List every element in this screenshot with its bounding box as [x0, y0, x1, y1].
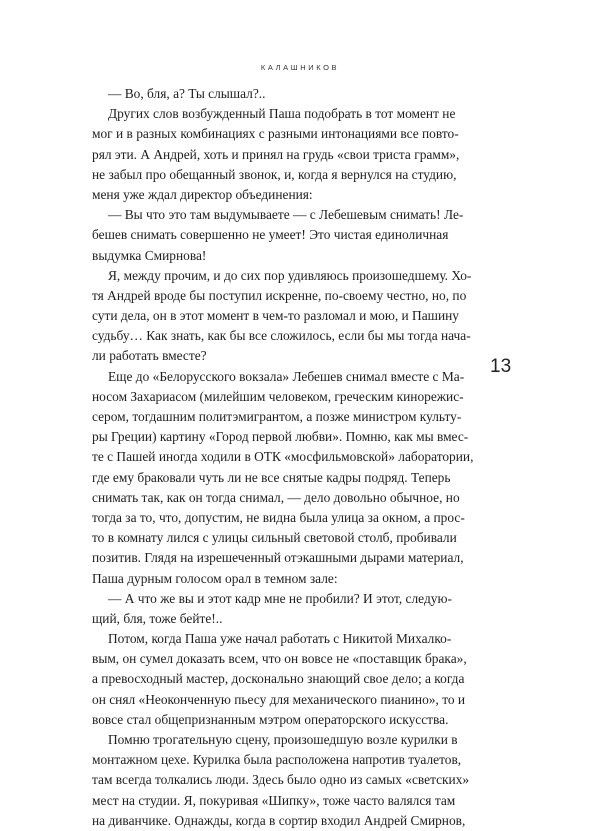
- text-line: меня уже ждал директор объединения:: [92, 186, 313, 202]
- text-line: — А что же вы и этот кадр мне не пробили? И этот, следую-: [108, 590, 452, 606]
- text-line: те с Пашей иногда ходили в ОТК «мосфильмовской» лаборатории,: [92, 449, 474, 465]
- text-line: бешев снимать совершенно не умеет! Это чистая единоличная: [92, 227, 449, 243]
- text-line: тогда за то, что, допустим, не видна была улица за окном, а прос-: [92, 509, 465, 525]
- text-line: монтажном цехе. Курилка была расположена напротив туалетов,: [92, 752, 462, 768]
- text-line: ры Греции) картину «Город первой любви». Помню, как мы вмес-: [92, 429, 469, 445]
- text-line: ли работать вместе?: [92, 348, 207, 364]
- text-line: а превосходный мастер, досконально знающий свое дело; а когда: [92, 671, 465, 687]
- text-line: то в комнату лился с улицы сильный световой столб, пробивали: [92, 530, 457, 546]
- text-line: Других слов возбужденный Паша подобрать в тот момент не: [108, 106, 456, 122]
- text-line: рял эти. А Андрей, хоть и принял на грудь «свои триста грамм»,: [92, 146, 460, 162]
- text-line: Помню трогательную сцену, произошедшую возле курилки в: [108, 732, 458, 747]
- page-number: 13: [490, 356, 512, 377]
- text-line: Паша дурным голосом орал в темном зале:: [92, 570, 338, 586]
- text-line: позитив. Глядя на изрешеченный отэкашными дырами материал,: [92, 550, 464, 566]
- text-line: щий, бля, тоже бейте!..: [92, 610, 223, 626]
- text-line: сером, тогдашним политэмигрантом, а позже министром культу-: [92, 409, 462, 424]
- text-line: тя Андрей вроде бы поступил искренне, по-своему честно, но, по: [92, 287, 467, 303]
- body-text: [92, 84, 474, 831]
- text-line: мест на студии. Я, покуривая «Шипку», тоже часто валялся там: [92, 792, 456, 808]
- text-line: носом Захариасом (милейшим человеком, греческим кинорежис-: [92, 388, 464, 404]
- text-line: — Во, бля, а? Ты слышал?..: [108, 86, 266, 101]
- text-line: вым, он сумел доказать всем, что он вовсе не «поставщик брака»,: [92, 651, 467, 667]
- text-line: судьбу… Как знать, как бы все сложилось, если бы мы тогда нача-: [92, 328, 471, 344]
- text-line: Еще до «Белорусского вокзала» Лебешев снимал вместе с Ма-: [108, 368, 465, 384]
- text-line: на диванчике. Однажды, когда в сортир входил Андрей Смирнов,: [92, 812, 466, 828]
- text-line: где ему браковали чуть ли не все снятые кадры подряд. Теперь: [92, 469, 451, 485]
- running-head: КАЛАШНИКОВ: [260, 63, 340, 72]
- text-line: он снял «Неоконченную пьесу для механического пианино», то и: [92, 691, 466, 707]
- text-line: мог и в разных комбинациях с разными интонациями все повто-: [92, 126, 459, 142]
- text-line: там всегда толкались люди. Здесь было одно из самых «светских»: [92, 772, 470, 788]
- text-line: вовсе стал общепризнанным мэтром операторского искусства.: [92, 711, 449, 727]
- text-line: сути дела, он в этот момент в чем-то разломал и мою, и Пашину: [92, 308, 459, 324]
- text-line: снимать так, как он тогда снимал, — дело довольно обычное, но: [92, 489, 460, 505]
- text-line: Потом, когда Паша уже начал работать с Никитой Михалко-: [108, 631, 452, 647]
- text-line: не забыл про обещанный звонок, и, когда я вернулся на студию,: [92, 166, 457, 182]
- text-line: Я, между прочим, и до сих пор удивляюсь произошедшему. Хо-: [108, 267, 472, 283]
- text-line: выдумка Смирнова!: [92, 247, 207, 263]
- text-line: — Вы что это там выдумываете — с Лебешевым снимать! Ле-: [108, 207, 464, 223]
